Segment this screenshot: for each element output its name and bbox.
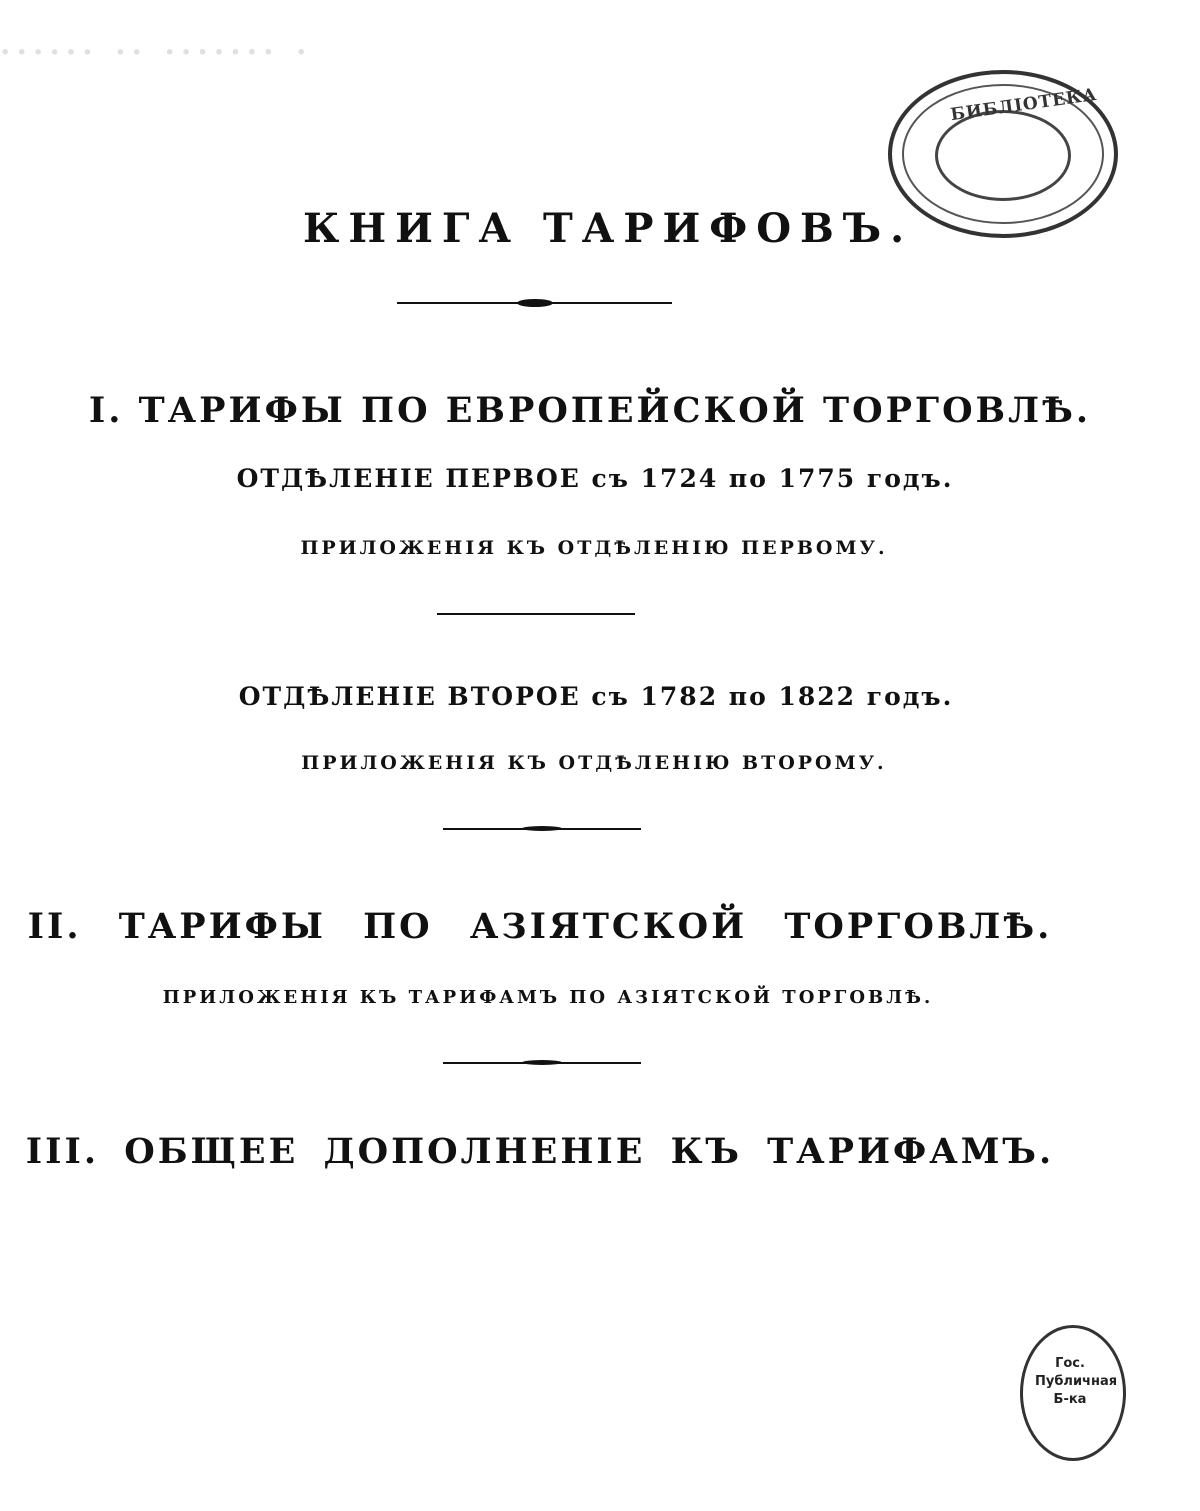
section-1-dept-1-appendix: ПРИЛОЖЕНІЯ КЪ ОТДѢЛЕНІЮ ПЕРВОМУ. (300, 537, 888, 559)
divider-rule (443, 1062, 641, 1064)
library-stamp-text: БИБЛІОТЕКА (949, 84, 1099, 126)
ornamental-rule (397, 302, 672, 304)
section-1-dept-2: ОТДѢЛЕНІЕ ВТОРОЕ съ 1782 по 1822 годъ. (238, 682, 954, 711)
section-3-heading: III. ОБЩЕЕ ДОПОЛНЕНІЕ КЪ ТАРИФАМЪ. (25, 1131, 1055, 1172)
section-2-heading: II. ТАРИФЫ ПО АЗІЯТСКОЙ ТОРГОВЛѢ. (27, 906, 1053, 947)
page-title: КНИГА ТАРИФОВЪ. (302, 205, 914, 252)
bleed-through-text: ······ ·· ······· · (0, 35, 313, 70)
section-1-dept-1: ОТДѢЛЕНІЕ ПЕРВОЕ съ 1724 по 1775 годъ. (236, 464, 954, 493)
section-2-appendix: ПРИЛОЖЕНІЯ КЪ ТАРИФАМЪ ПО АЗІЯТСКОЙ ТОРГОВЛѢ. (162, 987, 934, 1008)
stamp-line: Гос. (1055, 1356, 1085, 1371)
section-1-heading: I. ТАРИФЫ ПО ЕВРОПЕЙСКОЙ ТОРГОВЛѢ. (88, 390, 1092, 431)
public-library-stamp-text (1035, 1355, 1118, 1409)
stamp-line: Б-ка (1053, 1392, 1087, 1407)
section-1-dept-2-appendix: ПРИЛОЖЕНІЯ КЪ ОТДѢЛЕНІЮ ВТОРОМУ. (301, 752, 887, 774)
stamp-line: Публичная (1035, 1374, 1118, 1389)
divider-rule (443, 828, 641, 830)
divider-rule (437, 613, 635, 615)
